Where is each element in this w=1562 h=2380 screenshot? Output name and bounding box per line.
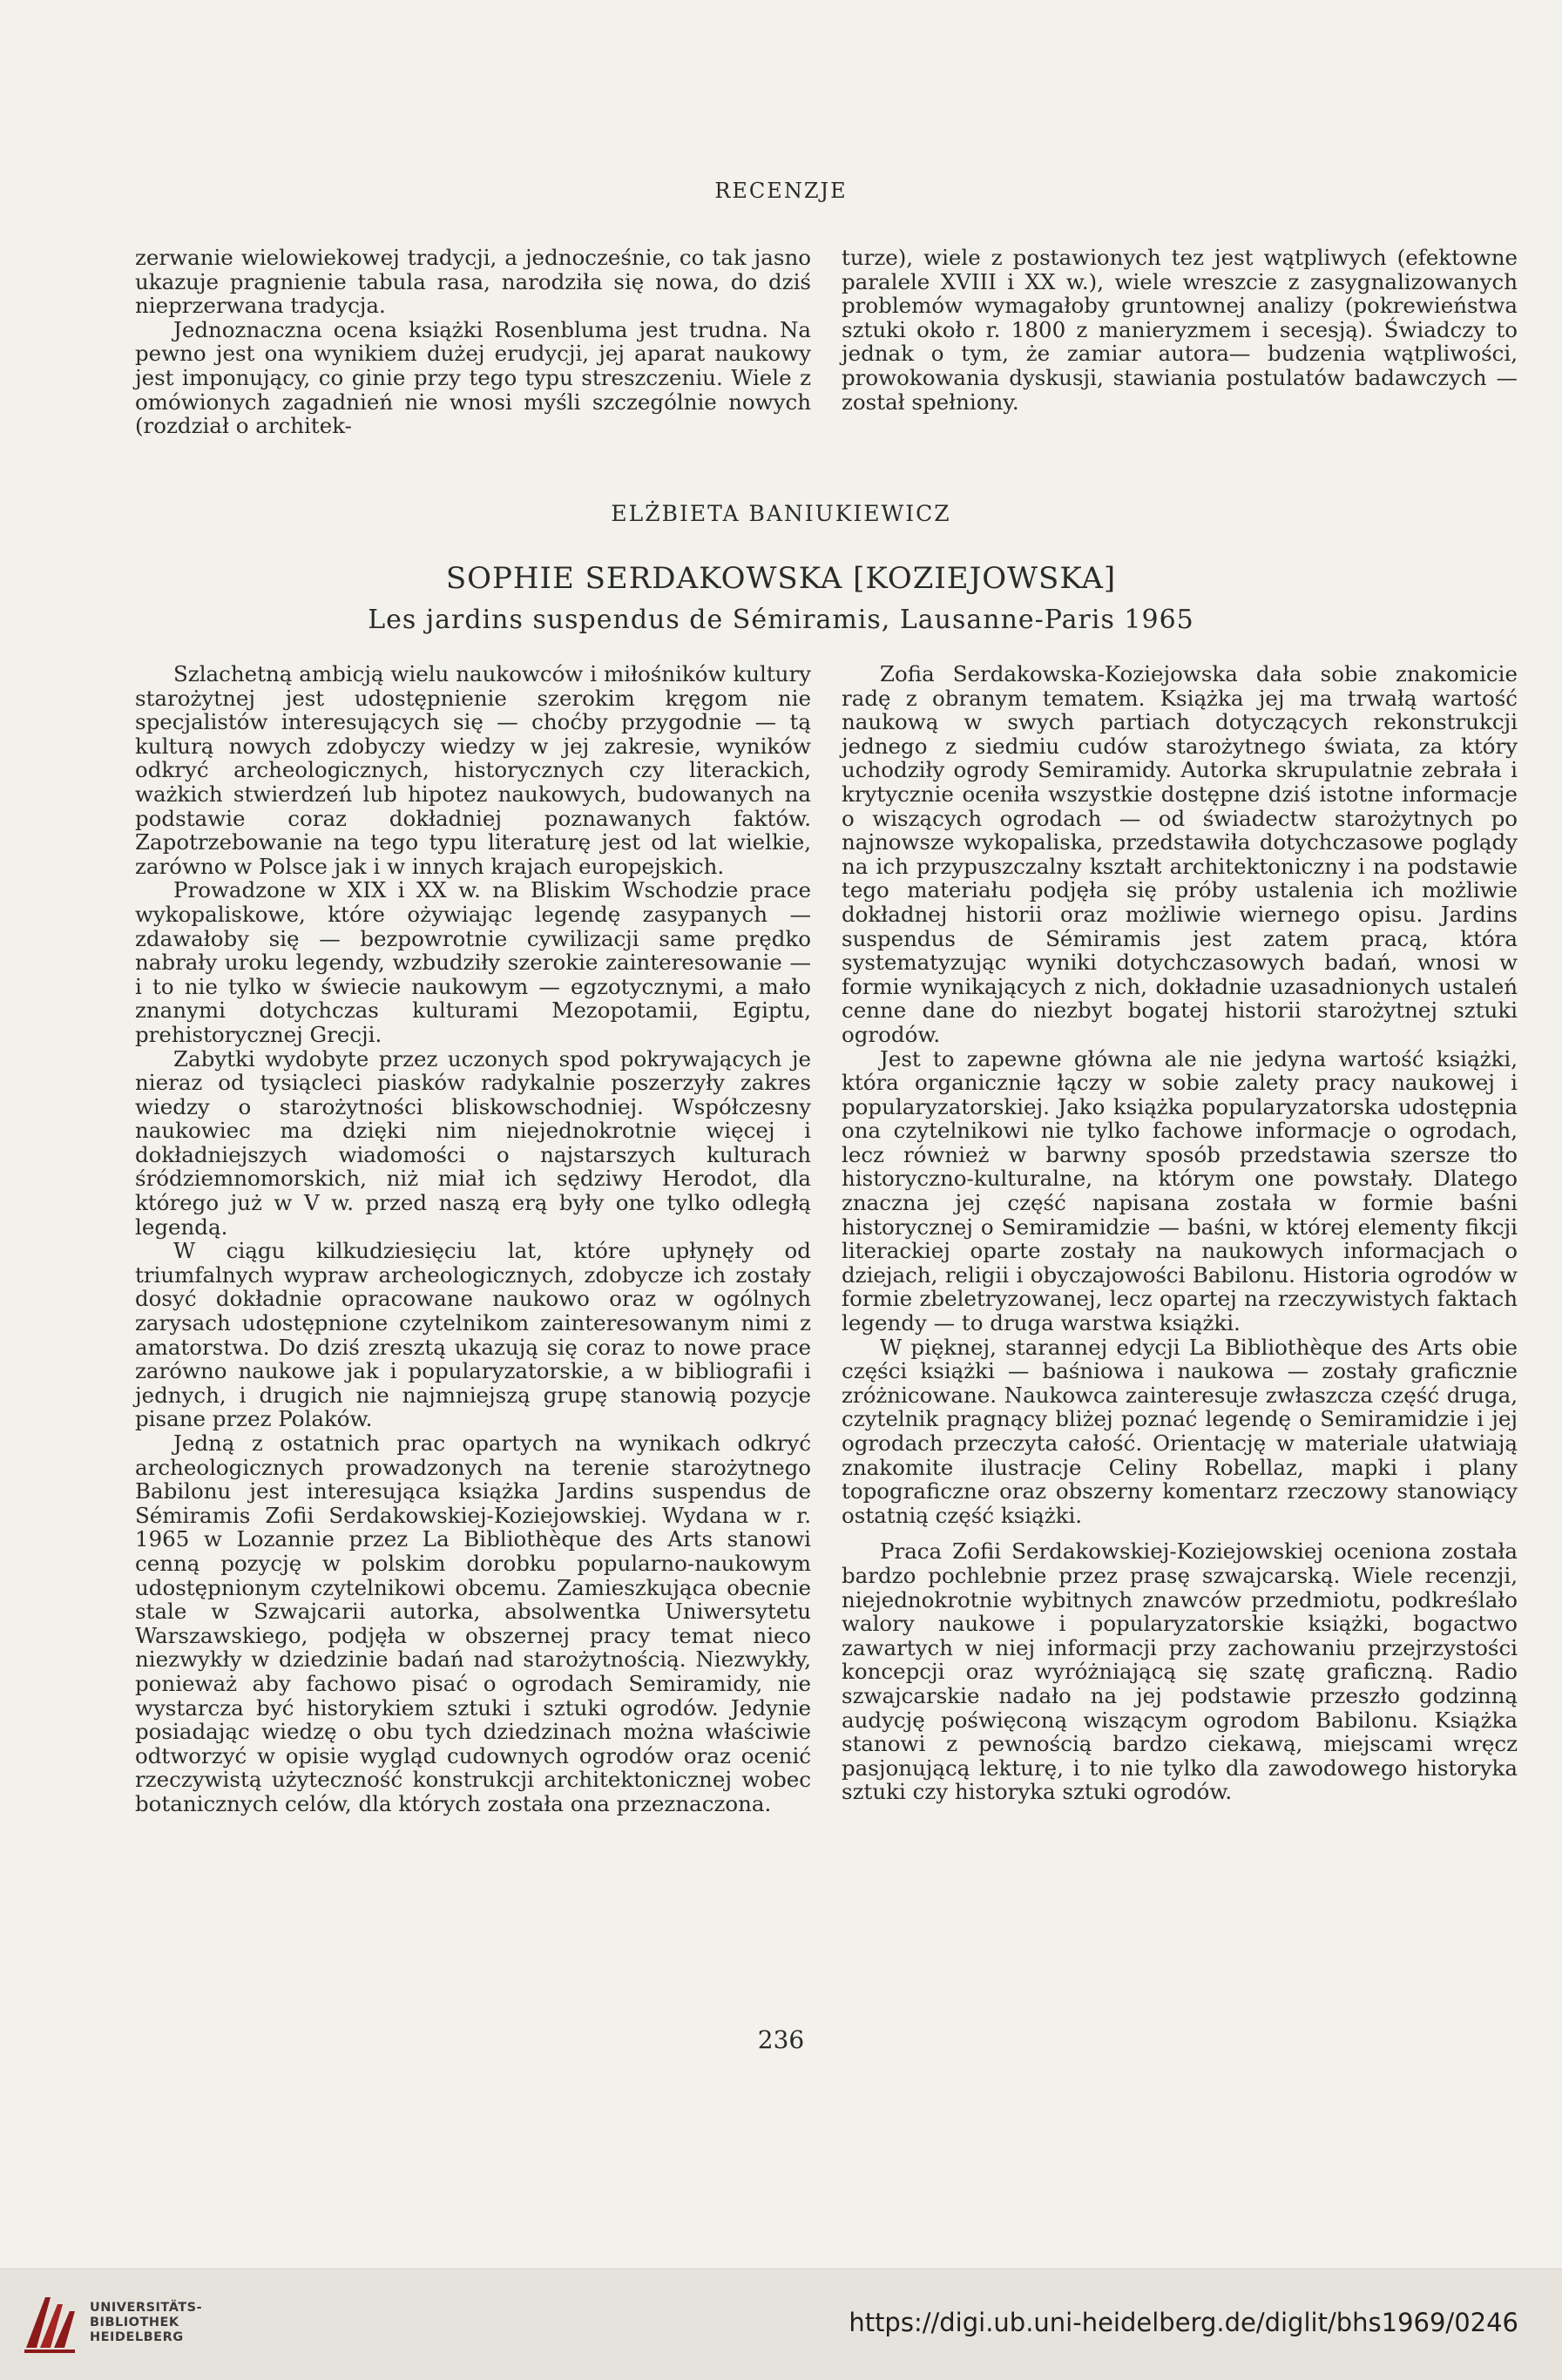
paragraph: Zabytki wydobyte przez uczonych spod pokrywających je nieraz od tysiącleci piasków radykalnie poszerzyły zakres wiedzy o starożytności bliskowschodniej. Współczesny naukowiec ma dzięki nim niejednokrotnie więcej i dokładniejszych wiadomości o najstarszych kulturach śródziemnomorskich, niż miał ich sędziwy Herodot, dla którego już w V w. przed naszą erą były one tylko odległą legendą. xyxy=(135,1045,811,1240)
library-logo-icon xyxy=(19,2287,80,2360)
paragraph: Jedną z ostatnich prac opartych na wynikach odkryć archeologicznych prowadzonych na terenie starożytnego Babilonu jest interesująca książka Jardins suspendus de Sémiramis Zofii Serdakowskiej-Koziejowskiej. Wydana w r. 1965 w Lozannie przez La Bibliothèque des Arts stanowi cenną pozycję w polskim dorobku popularno-naukowym udostępnionym czytelnikowi obcemu. Zamieszkująca obecnie stale w Szwajcarii autorka, absolwentka Uniwersytetu Warszawskiego, podjęła w obszernej pracy temat nieco niezwykły w dziedzinie badań nad starożytnością. Niezwykły, ponieważ aby fachowo pisać o ogrodach Semiramidy, nie wystarcza być historykiem sztuki i sztuki ogrodów. Jedynie posiadając wiedzę o obu tych dziedzinach można właściwie odtworzyć w opisie wygląd cudownych ogrodów oraz ocenić rzeczywistą użyteczność konstrukcji architektonicznej wobec botanicznych celów, dla których została ona przeznaczona. xyxy=(135,1430,811,1816)
library-name-line: BIBLIOTHEK xyxy=(90,2316,179,2329)
paragraph: Jednoznaczna ocena książki Rosenbluma jest trudna. Na pewno jest ona wynikiem dużej erudycji, jej aparat naukowy jest imponujący, co ginie przy tego typu streszczeniu. Wiele z omówionych zagadnień nie wnosi myśli szczególnie nowych (rozdział o architek- xyxy=(135,316,811,439)
running-head: RECENZJE xyxy=(714,179,848,203)
previous-review-column-left xyxy=(135,246,811,438)
library-name-line: HEIDELBERG xyxy=(90,2330,184,2344)
review-column-right xyxy=(842,662,1518,1804)
review-column-left xyxy=(135,662,811,1816)
library-name-line: UNIVERSITÄTS- xyxy=(90,2301,203,2315)
paragraph: Prowadzone w XIX i XX w. na Bliskim Wschodzie prace wykopaliskowe, które ożywiając legendę zasypanych — zdawałoby się — bezpowrotnie cywilizacji same prędko nabrały uroku legendy, wzbudziły szerokie zainteresowanie — i to nie tylko w świecie naukowym — egzotycznymi, a mało znanymi dotychczas kulturami Mezopotamii, Egiptu, prehistorycznej Grecji. xyxy=(135,877,811,1047)
paragraph: Zofia Serdakowska-Koziejowska dała sobie znakomicie radę z obranym tematem. Książka jej ma trwałą wartość naukową w swych partiach dotyczących rekonstrukcji jednego z siedmiu cudów starożytnego świata, za który uchodziły ogrody Semiramidy. Autorka skrupulatnie zebrała i krytycznie oceniła wszystkie dostępne dziś istotne informacje o wiszących ogrodach — od świadectw starożytnych po najnowsze wykopaliska, przedstawiła dotychczasowe poglądy na ich przypuszczalny kształt architektoniczny i na podstawie tego materiału podjęła się próby ustalenia ich możliwie dokładnej historii oraz możliwie wiernego opisu. Jardins suspendus de Sémiramis jest zatem pracą, która systematyzując wyniki dotychczasowych badań, wnosi w formie wynikających z nich, dokładnie uzasadnionych ustaleń cenne dane do niezbyt bogatej historii starożytnej sztuki ogrodów. xyxy=(842,661,1518,1047)
book-title: SOPHIE SERDAKOWSKA [KOZIEJOWSKA] xyxy=(445,561,1117,596)
paragraph: W pięknej, starannej edycji La Bibliothèque des Arts obie części książki — baśniowa i naukowa — zostały graficznie zróżnicowane. Naukowca zainteresuje zwłaszcza część druga, czytelnik pragnący bliżej poznać legendę o Semiramidzie i jej ogrodach przeczyta całość. Orientację w materiale ułatwiają znakomite ilustracje Celiny Robellaz, mapki i plany topograficzne oraz obszerny komentarz rzeczowy stanowiący ostatnią część książki. xyxy=(842,1334,1518,1528)
review-author: ELŻBIETA BANIUKIEWICZ xyxy=(611,501,951,526)
paragraph: Praca Zofii Serdakowskiej-Koziejowskiej oceniona została bardzo pochlebnie przez prasę szwajcarską. Wiele recenzji, niejednokrotnie wybitnych znawców przedmiotu, podkreślało walory naukowe i popularyzatorskie książki, bogactwo zawartych w niej informacji przy zachowaniu przejrzystości koncepcji oraz wyróżniającą się szatę graficzną. Radio szwajcarskie nadało na jej podstawie przeszło godzinną audycję poświęconą wiszącym ogrodom Babilonu. Książka stanowi z pewnością bardzo ciekawą, miejscami wręcz pasjonującą lekturę, i to nie tylko dla zawodowego historyka sztuki czy historyka sztuki ogrodów. xyxy=(842,1538,1518,1805)
paragraph: Szlachetną ambicją wielu naukowców i miłośników kultury starożytnej jest udostępnienie szerokim kręgom nie specjalistów interesujących się — choćby przygodnie — tą kulturą nowych zdobyczy wiedzy w jej zakresie, wyników odkryć archeologicznych, historycznych czy literackich, ważkich stwierdzeń lub hipotez naukowych, budowanych na podstawie coraz dokładniej poznawanych faktów. Zapotrzebowanie na tego typu literaturę jest od lat wielkie, zarówno w Polsce jak i w innych krajach europejskich. xyxy=(135,661,811,879)
paragraph: W ciągu kilkudziesięciu lat, które upłynęły od triumfalnych wypraw archeologicznych, zdobycze ich zostały dosyć dokładnie opracowane naukowo oraz w ogólnych zarysach udostępnione czytelnikom zainteresowanym nimi z amatorstwa. Do dziś zresztą ukazują się coraz to nowe prace zarówno naukowe jak i popularyzatorskie, a w bibliografii i jednych, i drugich nie najmniejszą grupę stanowią pozycje pisane przez Polaków. xyxy=(135,1238,811,1432)
previous-review-column-right xyxy=(842,246,1518,414)
paragraph: turze), wiele z postawionych tez jest wątpliwych (efektowne paralele XVIII i XX w.), wiele wreszcie z zasygnalizowanych problemów wymagałoby gruntownej analizy (pokrewieństwa sztuki około r. 1800 z manieryzmem i secesją). Świadczy to jednak o tym, że zamiar autora— budzenia wątpliwości, prowokowania dyskusji, stawiania postulatów badawczych — został spełniony. xyxy=(842,245,1518,415)
paragraph: Jest to zapewne główna ale nie jedyna wartość książki, która organicznie łączy w sobie zalety pracy naukowej i popularyzatorskiej. Jako książka popularyzatorska udostępnia ona czytelnikowi nie tylko fachowe informacje o ogrodach, lecz również w barwny sposób przedstawia szersze tło historyczno-kulturalne, na którym one powstały. Dlatego znaczna jej część napisana została w formie baśni historycznej o Semiramidzie — baśni, w której elementy fikcji literackiej oparte zostały na naukowych informacjach o dziejach, religii i obyczajowości Babilonu. Historia ogrodów w formie zbeletryzowanej, lecz opartej na rzeczywistych faktach legendy — to druga warstwa książki. xyxy=(842,1045,1518,1336)
library-name xyxy=(90,2301,202,2345)
page-number: 236 xyxy=(757,2025,805,2054)
permalink-url[interactable]: https://digi.ub.uni-heidelberg.de/diglit/bhs1969/0246 xyxy=(849,2308,1518,2337)
viewer-footer xyxy=(0,2268,1562,2380)
paragraph: zerwanie wielowiekowej tradycji, a jednocześnie, co tak jasno ukazuje pragnienie tabula rasa, narodziła się nowa, do dziś nieprzerwana tradycja. xyxy=(135,245,811,319)
book-subtitle: Les jardins suspendus de Sémiramis, Lausanne-Paris 1965 xyxy=(368,605,1194,635)
